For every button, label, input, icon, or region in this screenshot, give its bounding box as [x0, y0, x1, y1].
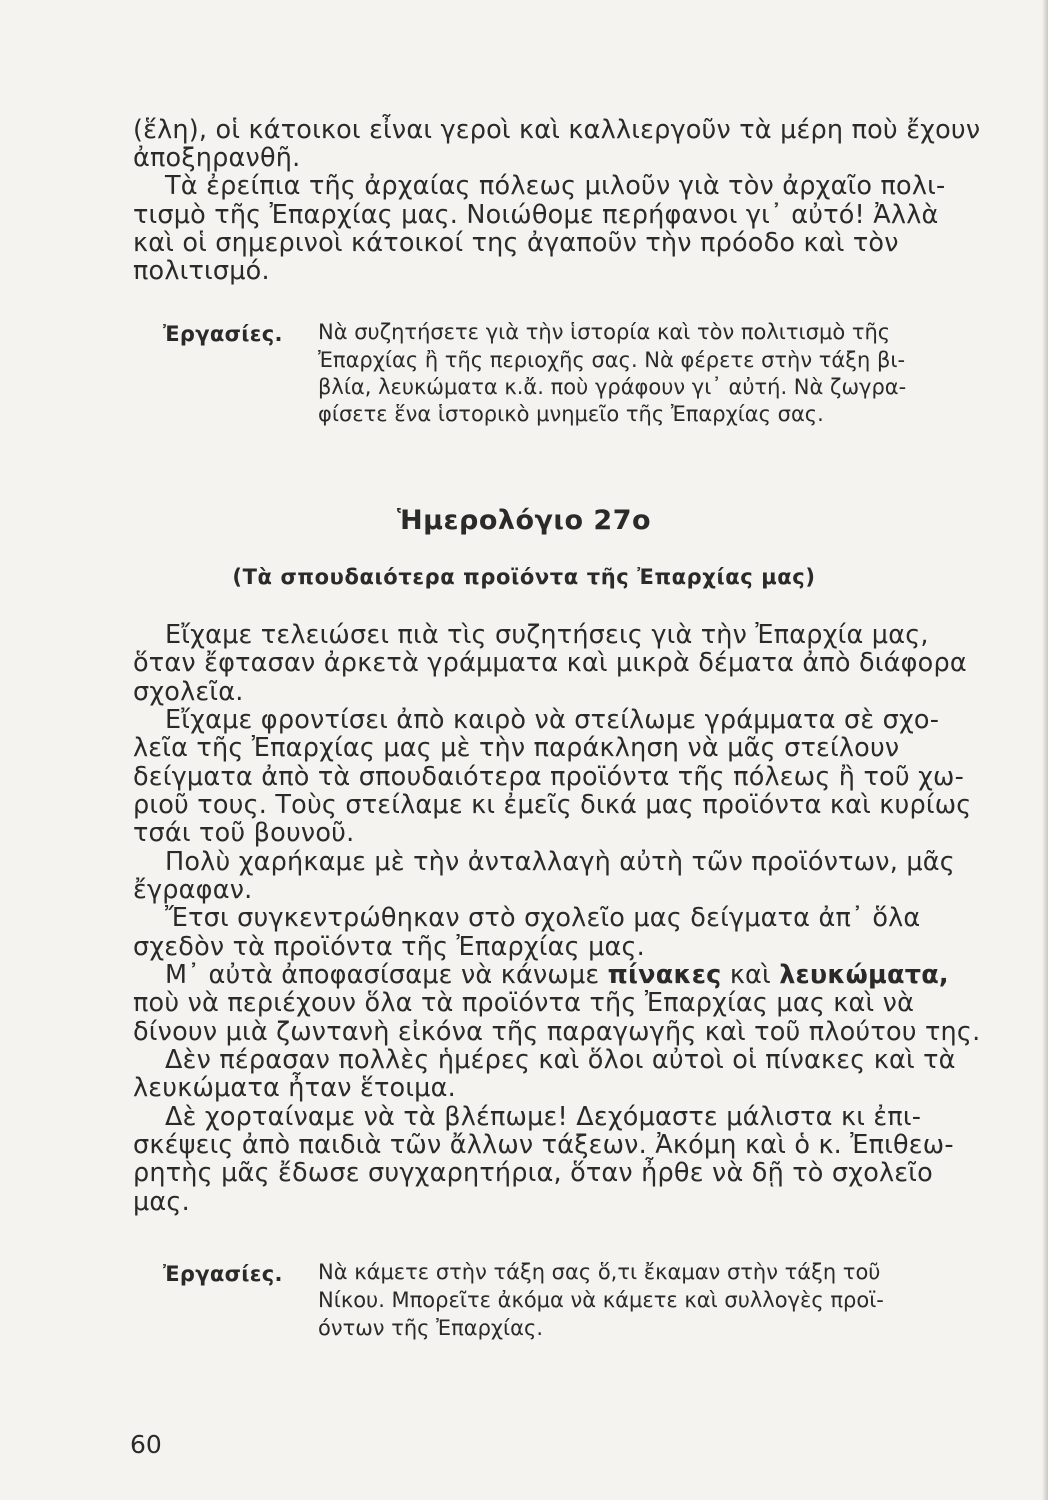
text-line: τισμὸ τῆς Ἐπαρχίας μας. Νοιώθομε περήφανοι γι᾿ αὐτό! Ἀλλὰ [133, 200, 939, 230]
text-line: ὅταν ἔφτασαν ἀρκετὰ γράμματα καὶ μικρὰ δέματα ἀπὸ διάφορα [133, 648, 967, 678]
tasks-label: Ἐργασίες. [163, 1262, 283, 1286]
text-line: Ἔτσι συγκεντρώθηκαν στὸ σχολεῖο μας δείγματα ἀπ᾿ ὅλα [165, 903, 921, 933]
text-line: (ἕλη), οἱ κάτοικοι εἶναι γεροὶ καὶ καλλιεργοῦν τὰ μέρη ποὺ ἔχουν [133, 115, 981, 145]
tasks-line: όντων τῆς Ἐπαρχίας. [318, 1316, 543, 1340]
page-edge-shadow [1042, 0, 1048, 1500]
text-line: ἀποξηρανθῆ. [133, 143, 301, 173]
text-line: ρητὴς μᾶς ἔδωσε συγχαρητήρια, ὅταν ἦρθε νὰ δῇ τὸ σχολεῖο [133, 1158, 933, 1188]
tasks-line: Νὰ κάμετε στὴν τάξη σας ὅ,τι ἔκαμαν στὴν τάξη τοῦ [318, 1260, 881, 1284]
text-span: Μ᾿ αὐτὰ ἀποφασίσαμε νὰ κάνωμε [165, 960, 600, 990]
text-line: ἔγραφαν. [133, 875, 253, 905]
text-line: ριοῦ τους. Τοὺς στείλαμε κι ἐμεῖς δικά μας προϊόντα καὶ κυρίως [133, 790, 972, 820]
text-line [165, 960, 949, 990]
bold-term: πίνακες [607, 960, 722, 990]
page-number: 60 [130, 1430, 162, 1459]
text-line: σκέψεις ἀπὸ παιδιὰ τῶν ἄλλων τάξεων. Ἀκόμη καὶ ὁ κ. Ἐπιθεω- [133, 1130, 954, 1160]
text-span: καὶ [729, 960, 771, 990]
section-title: Ἡμερολόγιο 27ο [396, 505, 652, 536]
tasks-line: βλία, λευκώματα κ.ἄ. ποὺ γράφουν γι᾿ αὐτή. Νὰ ζωγρα- [318, 375, 907, 399]
tasks-label: Ἐργασίες. [163, 322, 283, 346]
text-line: λεῖα τῆς Ἐπαρχίας μας μὲ τὴν παράκληση νὰ μᾶς στείλουν [133, 733, 900, 763]
tasks-line: φίσετε ἕνα ἱστορικὸ μνημεῖο τῆς Ἐπαρχίας σας. [318, 402, 824, 426]
text-line: καὶ οἱ σημερινοὶ κάτοικοί της ἀγαποῦν τὴν πρόοδο καὶ τὸν [133, 228, 899, 258]
text-line: πολιτισμό. [133, 256, 270, 286]
text-line: λευκώματα ἦταν ἕτοιμα. [133, 1073, 456, 1103]
tasks-line: Νίκου. Μπορεῖτε ἀκόμα νὰ κάμετε καὶ συλλογὲς προϊ- [318, 1288, 884, 1312]
text-line: Εἴχαμε τελειώσει πιὰ τὶς συζητήσεις γιὰ τὴν Ἐπαρχία μας, [165, 620, 929, 650]
text-line: Δὲ χορταίναμε νὰ τὰ βλέπωμε! Δεχόμαστε μάλιστα κι ἐπι- [165, 1102, 922, 1132]
text-line: Πολὺ χαρήκαμε μὲ τὴν ἀνταλλαγὴ αὐτὴ τῶν προϊόντων, μᾶς [165, 847, 955, 877]
text-line: Εἴχαμε φροντίσει ἀπὸ καιρὸ νὰ στείλωμε γράμματα σὲ σχο- [165, 705, 940, 735]
text-line: δείγματα ἀπὸ τὰ σπουδαιότερα προϊόντα τῆς πόλεως ἢ τοῦ χω- [133, 762, 964, 792]
text-line: μας. [133, 1187, 190, 1217]
text-line: δίνουν μιὰ ζωντανὴ εἰκόνα τῆς παραγωγῆς καὶ τοῦ πλούτου της. [133, 1017, 981, 1047]
text-line: τσάι τοῦ βουνοῦ. [133, 818, 355, 848]
bold-term: λευκώματα, [779, 960, 949, 990]
tasks-line: Νὰ συζητήσετε γιὰ τὴν ἱστορία καὶ τὸν πολιτισμὸ τῆς [318, 320, 891, 344]
text-line: σχολεῖα. [133, 677, 244, 707]
text-line: Τὰ ἐρείπια τῆς ἀρχαίας πόλεως μιλοῦν γιὰ τὸν ἀρχαῖο πολι- [165, 171, 946, 201]
tasks-line: Ἐπαρχίας ἢ τῆς περιοχῆς σας. Νὰ φέρετε στὴν τάξη βι- [318, 348, 906, 372]
section-subtitle: (Τὰ σπουδαιότερα προϊόντα τῆς Ἐπαρχίας μας) [232, 565, 816, 589]
text-line: σχεδὸν τὰ προϊόντα τῆς Ἐπαρχίας μας. [133, 932, 645, 962]
text-line: ποὺ νὰ περιέχουν ὅλα τὰ προϊόντα τῆς Ἐπαρχίας μας καὶ νὰ [133, 988, 915, 1018]
text-line: Δὲν πέρασαν πολλὲς ἡμέρες καὶ ὅλοι αὐτοὶ οἱ πίνακες καὶ τὰ [165, 1045, 956, 1075]
